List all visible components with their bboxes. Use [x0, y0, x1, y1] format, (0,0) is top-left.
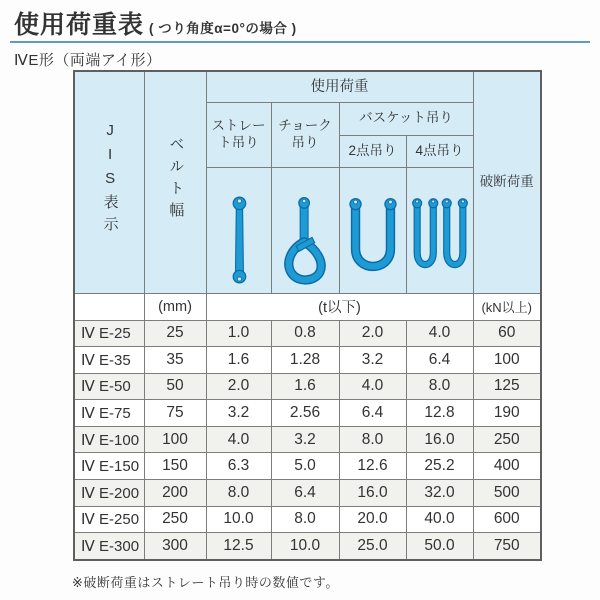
belt-width-cell: 50: [144, 373, 206, 400]
table-row: [74, 347, 541, 374]
jis-cell: Ⅳ E-25: [74, 320, 144, 347]
basket-2point-load-cell: 12.6: [339, 453, 406, 480]
breaking-load-cell: 500: [473, 480, 541, 507]
basket-2point-sling-icon: [343, 192, 403, 288]
unit-breaking-load: (kN以上): [473, 293, 541, 320]
basket-4point-load-cell: 32.0: [406, 480, 473, 507]
choke-load-cell: 5.0: [271, 453, 339, 480]
basket-4point-load-cell: 50.0: [406, 533, 473, 560]
basket-2point-load-cell: 8.0: [339, 426, 406, 453]
title-underline: [10, 41, 590, 43]
basket-4point-load-cell: 12.8: [406, 400, 473, 427]
table-row: [74, 480, 541, 507]
unit-empty-cell: [74, 293, 144, 320]
table-row: [74, 320, 541, 347]
belt-width-cell: 75: [144, 400, 206, 427]
basket-2point-load-cell: 16.0: [339, 480, 406, 507]
belt-width-cell: 35: [144, 347, 206, 374]
basket-4point-sling-icon: [410, 192, 470, 288]
straight-load-cell: 6.3: [206, 453, 271, 480]
breaking-load-cell: 60: [473, 320, 541, 347]
straight-load-cell: 12.5: [206, 533, 271, 560]
table-row: [74, 400, 541, 427]
unit-load: (t以下): [206, 293, 473, 320]
straight-load-cell: 3.2: [206, 400, 271, 427]
straight-load-cell: 1.0: [206, 320, 271, 347]
table-row: [74, 506, 541, 533]
basket-4point-load-cell: 6.4: [406, 347, 473, 374]
choke-sling-icon-cell: [271, 167, 339, 293]
footnote: ※破断荷重はストレート吊り時の数値です。: [72, 575, 339, 590]
page-title: 使用荷重表: [14, 11, 145, 39]
straight-load-cell: 2.0: [206, 373, 271, 400]
jis-cell: Ⅳ E-75: [74, 400, 144, 427]
choke-load-cell: 10.0: [271, 533, 339, 560]
jis-cell: Ⅳ E-150: [74, 453, 144, 480]
straight-load-cell: 4.0: [206, 426, 271, 453]
breaking-load-cell: 750: [473, 533, 541, 560]
choke-load-cell: 3.2: [271, 426, 339, 453]
straight-sling-icon: [210, 192, 268, 288]
breaking-load-cell: 100: [473, 347, 541, 374]
basket-2point-sling-icon-cell: [339, 167, 406, 293]
col-header-jis: [74, 71, 144, 293]
jis-cell: Ⅳ E-100: [74, 426, 144, 453]
choke-load-cell: 1.28: [271, 347, 339, 374]
table-row: [74, 426, 541, 453]
basket-4point-load-cell: 25.2: [406, 453, 473, 480]
choke-load-cell: 6.4: [271, 480, 339, 507]
straight-sling-icon-cell: [206, 167, 271, 293]
load-table-body: [74, 320, 541, 560]
choke-load-cell: 8.0: [271, 506, 339, 533]
basket-4point-sling-icon-cell: [406, 167, 473, 293]
choke-sling-icon: [275, 192, 335, 288]
col-header-basket: バスケット吊り: [339, 102, 473, 135]
basket-2point-load-cell: 20.0: [339, 506, 406, 533]
basket-2point-load-cell: 2.0: [339, 320, 406, 347]
choke-load-cell: 0.8: [271, 320, 339, 347]
col-header-basket-4point: 4点吊り: [406, 135, 473, 167]
basket-2point-load-cell: 6.4: [339, 400, 406, 427]
jis-cell: Ⅳ E-35: [74, 347, 144, 374]
col-header-load-group: 使用荷重: [206, 71, 473, 102]
belt-width-cell: 100: [144, 426, 206, 453]
basket-2point-load-cell: 3.2: [339, 347, 406, 374]
col-header-belt-width-label: ベルト幅: [167, 135, 185, 224]
choke-load-cell: 2.56: [271, 400, 339, 427]
jis-cell: Ⅳ E-300: [74, 533, 144, 560]
page-title-block: [14, 5, 297, 41]
belt-width-cell: 250: [144, 506, 206, 533]
breaking-load-cell: 250: [473, 426, 541, 453]
breaking-load-cell: 400: [473, 453, 541, 480]
col-header-choke: チョーク吊り: [271, 102, 339, 167]
basket-4point-load-cell: 40.0: [406, 506, 473, 533]
unit-belt-width: (mm): [144, 293, 206, 320]
basket-4point-load-cell: 16.0: [406, 426, 473, 453]
col-header-belt-width: [144, 71, 206, 293]
col-header-basket-2point: 2点吊り: [339, 135, 406, 167]
jis-cell: Ⅳ E-200: [74, 480, 144, 507]
table-row: [74, 533, 541, 560]
belt-width-cell: 200: [144, 480, 206, 507]
basket-2point-load-cell: 25.0: [339, 533, 406, 560]
jis-cell: Ⅳ E-50: [74, 373, 144, 400]
page-title-note: ( つり角度α=0°の場合 ): [149, 21, 297, 36]
straight-load-cell: 1.6: [206, 347, 271, 374]
belt-width-cell: 150: [144, 453, 206, 480]
breaking-load-cell: 600: [473, 506, 541, 533]
model-subtitle: ⅣE形（両端アイ形）: [14, 52, 162, 69]
col-header-straight: ストレート吊り: [206, 102, 271, 167]
choke-load-cell: 1.6: [271, 373, 339, 400]
table-row: [74, 373, 541, 400]
straight-load-cell: 8.0: [206, 480, 271, 507]
straight-load-cell: 10.0: [206, 506, 271, 533]
basket-4point-load-cell: 4.0: [406, 320, 473, 347]
belt-width-cell: 25: [144, 320, 206, 347]
col-header-breaking-load: 破断荷重: [473, 71, 541, 293]
col-header-jis-label: JIS表示: [101, 121, 119, 238]
breaking-load-cell: 125: [473, 373, 541, 400]
jis-cell: Ⅳ E-250: [74, 506, 144, 533]
belt-width-cell: 300: [144, 533, 206, 560]
table-row: [74, 453, 541, 480]
basket-4point-load-cell: 8.0: [406, 373, 473, 400]
load-capacity-table: [73, 70, 542, 561]
basket-2point-load-cell: 4.0: [339, 373, 406, 400]
breaking-load-cell: 190: [473, 400, 541, 427]
